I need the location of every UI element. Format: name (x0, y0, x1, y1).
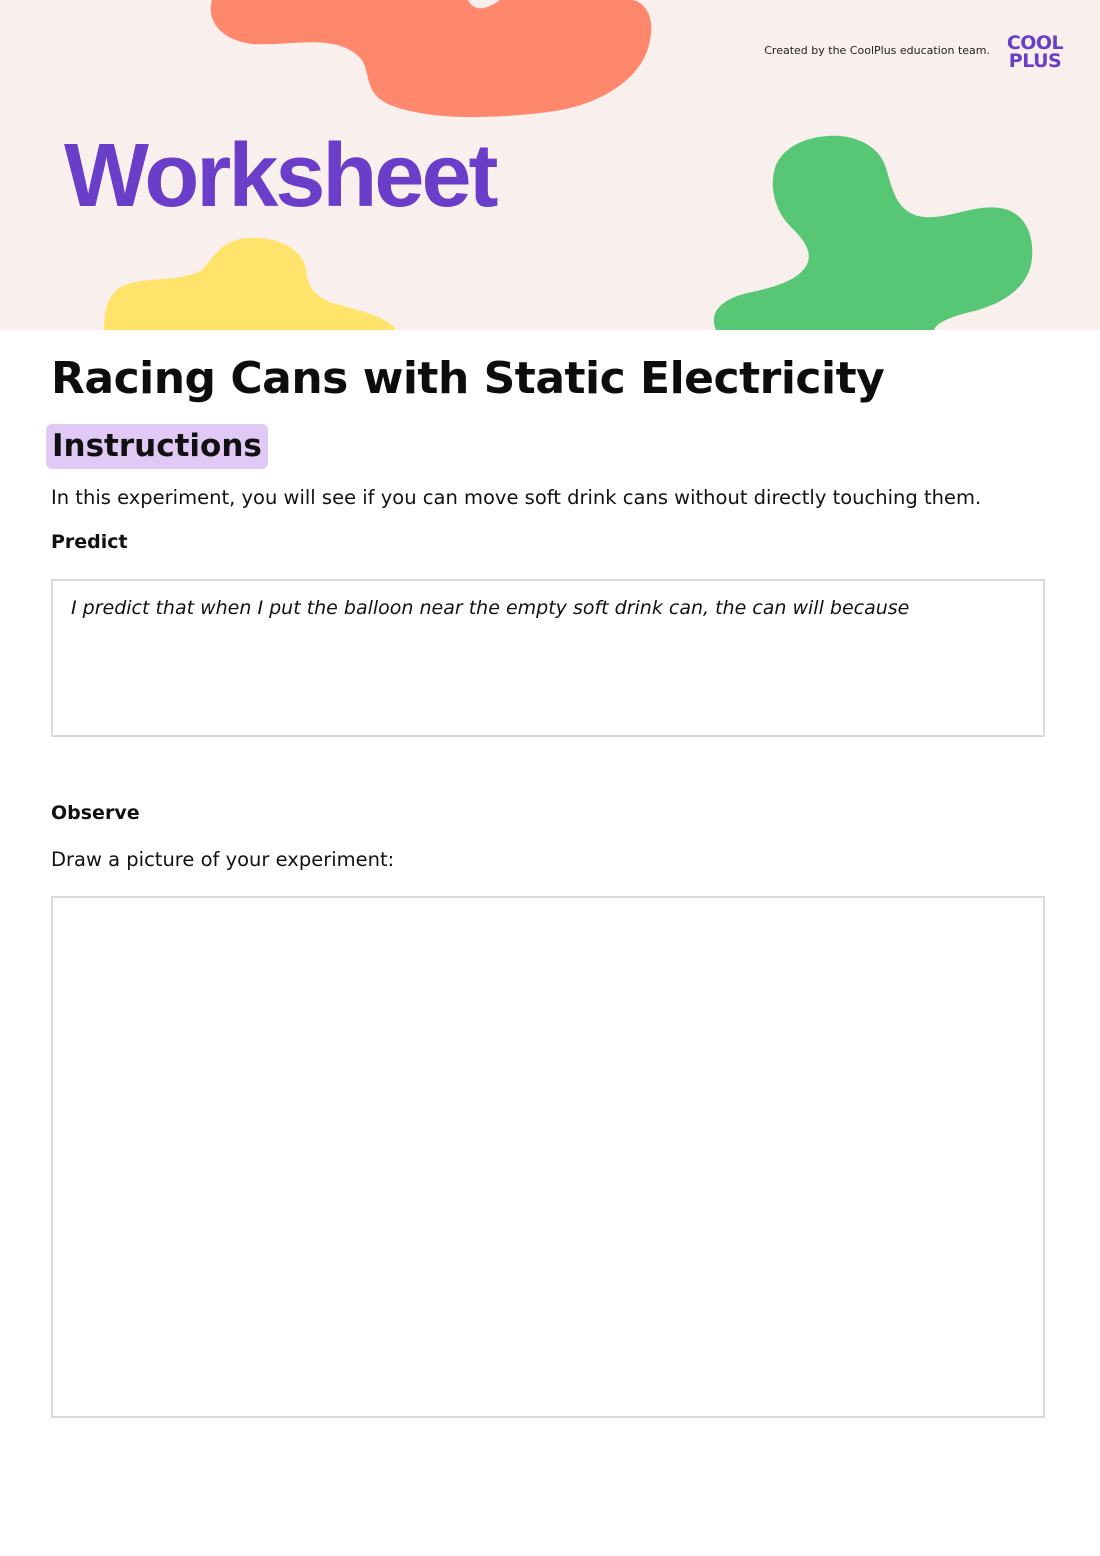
predict-answer-box[interactable] (51, 579, 1045, 737)
worksheet-title: Worksheet (64, 126, 496, 226)
predict-label: Predict (51, 531, 128, 553)
yellow-blob (104, 238, 396, 330)
worksheet-header (0, 0, 1100, 330)
green-blob (714, 136, 1033, 330)
logo-line-1: COOL (1006, 32, 1064, 54)
observe-label: Observe (51, 802, 140, 824)
credit-text: Created by the CoolPlus education team. (764, 44, 990, 57)
drawing-area-box[interactable] (51, 896, 1045, 1418)
instructions-heading: Instructions (46, 424, 268, 469)
page-title: Racing Cans with Static Electricity (51, 353, 885, 404)
observe-prompt: Draw a picture of your experiment: (51, 848, 395, 871)
instructions-text: In this experiment, you will see if you can move soft drink cans without directly touching them. (51, 486, 982, 509)
coolplus-logo (1004, 34, 1066, 70)
logo-line-2: PLUS (1008, 50, 1062, 72)
coral-blob (211, 0, 652, 117)
predict-prompt: I predict that when I put the balloon near the empty soft drink can, the can will because (71, 597, 910, 619)
